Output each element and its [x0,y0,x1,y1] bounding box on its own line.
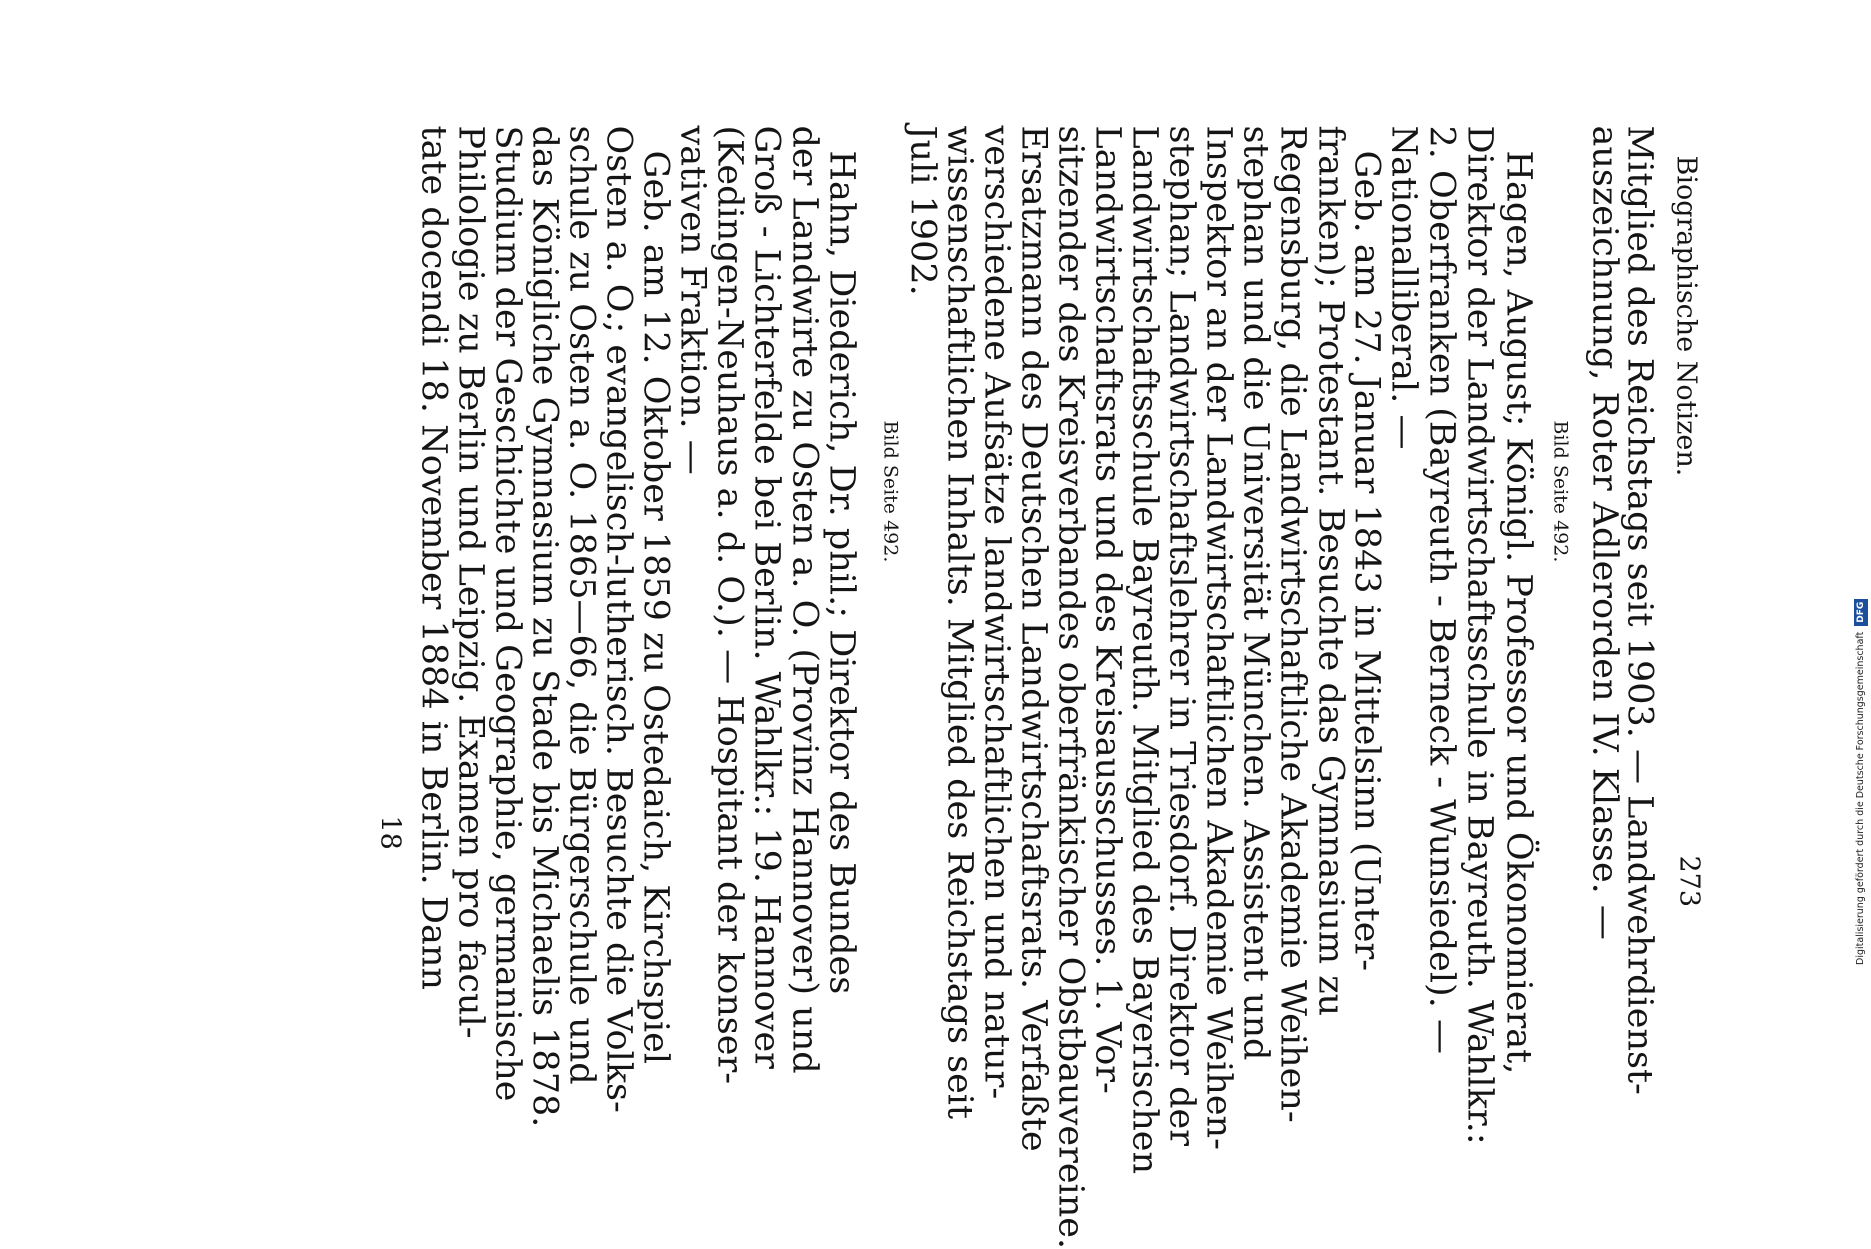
text-line: sitzender des Kreisverbandes oberfränkischer Obstbauvereine. [1050,125,1090,1249]
text-line: der Landwirte zu Osten a. O. (Provinz Hannover) und [784,125,824,1074]
text-line: franken); Protestant. Besuchte das Gymnasium zu [1310,125,1350,1016]
text-line: Osten a. O.; evangelisch-lutherisch. Besuchte die Volks- [598,125,638,1113]
text-line: (Kedingen-Neuhaus a. d. O.). — Hospitant der konser- [709,125,749,1084]
text-line: Nationalliberal. — [1383,125,1423,449]
text-line: Mitglied des Reichstags seit 1903. — Landwehrdienst- [1619,125,1659,1095]
text-line: auszeichnung, Roter Adlerorden IV. Klasse. — [1584,125,1624,940]
entry-heading-line: Hagen, August; Königl. Professor und Ökonomierat, [1498,150,1538,1074]
picture-reference: Bild Seite 492. [1549,420,1571,562]
text-line: Geb. am 12. Oktober 1859 zu Ostedaich, Kirchspiel [635,150,675,1064]
text-line: Juli 1902. [902,125,942,296]
running-head: Biographische Notizen. [1670,155,1701,476]
page-number: 273 [1673,855,1704,907]
picture-reference: Bild Seite 492. [879,420,901,562]
text-line: stephan; Landwirtschaftslehrer in Triesdorf. Direktor der [1161,125,1201,1146]
dfg-stamp [1838,10,1866,965]
text-line: wissenschaftlichen Inhalts. Mitglied des Reichstags seit [939,125,979,1119]
text-line: Regensburg, die Landwirtschaftliche Akademie Weihen- [1272,125,1312,1123]
signature-mark: 18 [374,815,405,850]
text-line: verschiedene Aufsätze landwirtschaftlichen und natur- [976,125,1016,1099]
dfg-logo: DFG [1854,599,1868,626]
text-line: Landwirtschaftsrats und des Kreisausschusses. 1. Vor- [1087,125,1127,1094]
text-line: tate docendi 18. November 1884 in Berlin. Dann [413,125,453,990]
text-line: 2. Oberfranken (Bayreuth - Berneck - Wunsiedel). — [1421,125,1461,1054]
text-line: vativen Fraktion. — [672,125,712,475]
text-line: das Königliche Gymnasium zu Stade bis Michaelis 1878. [524,125,564,1127]
text-line: Ersatzmann des Deutschen Landwirtschaftsrats. Verfaßte [1013,125,1053,1152]
text-line: Inspektor an der Landwirtschaftlichen Akademie Weihen- [1198,125,1238,1150]
text-line: Direktor der Landwirtschaftsschule in Bayreuth. Wahlkr.: [1459,125,1499,1145]
text-line: Philologie zu Berlin und Leipzig. Examen pro facul- [450,125,490,1039]
entry-heading-line: Hahn, Diederich, Dr. phil.; Direktor des Bundes [821,150,861,994]
text-line: stephan und die Universität München. Assistent und [1235,125,1275,1060]
text-line: Studium der Geschichte und Geographie, germanische [487,125,527,1101]
stamp-text: Digitalisierung gefördert durch die Deutsche Forschungsgemeinschaft [1855,631,1866,965]
text-line: schule zu Osten a. O. 1865—66, die Bürgerschule und [561,125,601,1085]
text-line: Geb. am 27. Januar 1843 in Mittelsinn (Unter- [1346,150,1386,971]
text-line: Groß - Lichterfelde bei Berlin. Wahlkr.: 19. Hannover [746,125,786,1069]
text-line: Landwirtschaftsschule Bayreuth. Mitglied des Bayerischen [1124,125,1164,1174]
